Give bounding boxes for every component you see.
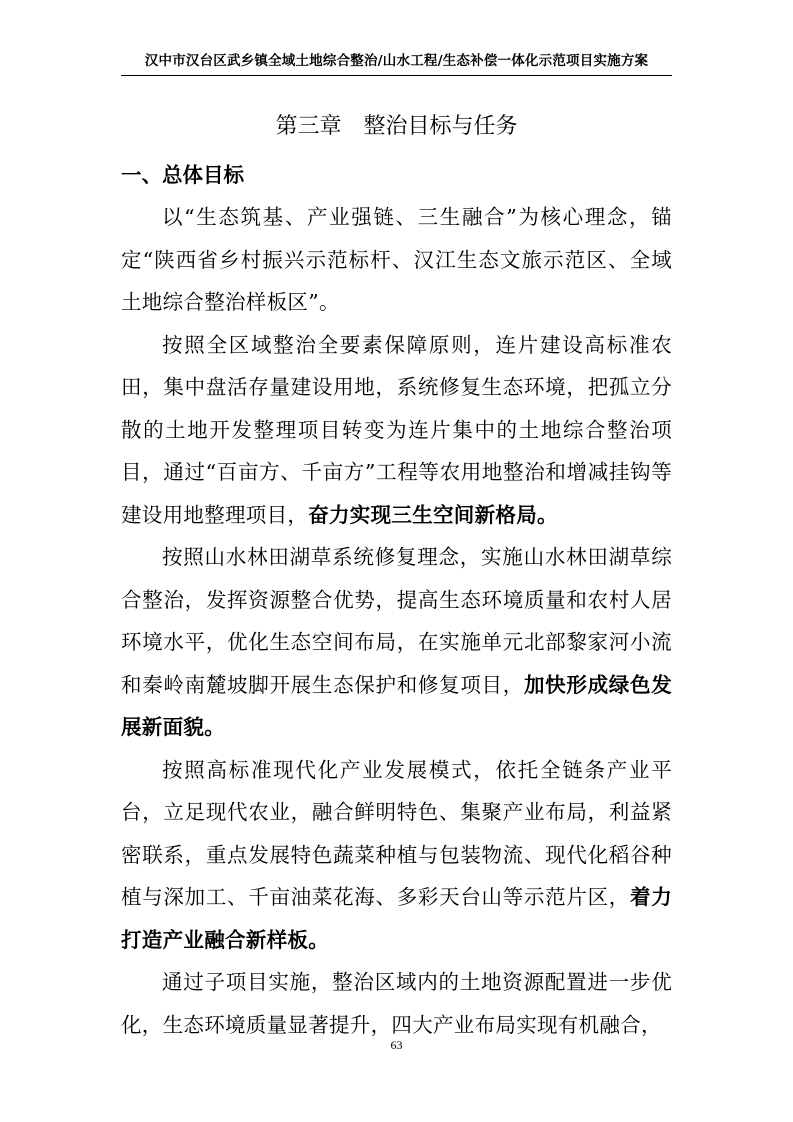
paragraph-5 xyxy=(121,961,672,1046)
paragraph-text: 以“生态筑基、产业强链、三生融合”为核心理念，锚定“陕西省乡村振兴示范标杆、汉江生态文旅示范区、全域土地综合整治样板区”。 xyxy=(121,205,672,314)
body-text xyxy=(121,196,672,1046)
paragraph-text: 通过子项目实施，整治区域内的土地资源配置进一步优化，生态环境质量显著提升，四大产业布局实现有机融合， xyxy=(121,970,672,1037)
paragraph-3 xyxy=(121,536,672,749)
running-header: 汉中市汉台区武乡镇全域土地综合整治/山水工程/生态补偿一体化示范项目实施方案 xyxy=(144,53,649,69)
paragraph-4 xyxy=(121,749,672,962)
paragraph-emphasis: 着力打造产业融合新样板。 xyxy=(121,885,672,952)
section-heading: 一、总体目标 xyxy=(121,163,244,187)
paragraph-1 xyxy=(121,196,672,324)
chapter-number: 第三章 xyxy=(275,114,342,139)
paragraph-text: 按照山水林田湖草系统修复理念，实施山水林田湖草综合整治，发挥资源整合优势，提高生态环境质量和农村人居环境水平，优化生态空间布局，在实施单元北部黎家河小流和秦岭南麓坡脚开展生态保护和修复项目， xyxy=(121,545,672,697)
chapter-name: 整治目标与任务 xyxy=(363,114,518,139)
paragraph-emphasis: 奋力实现三生空间新格局。 xyxy=(308,502,558,527)
chapter-title xyxy=(121,112,672,142)
page-number: 63 xyxy=(390,1038,403,1052)
paragraph-2 xyxy=(121,324,672,537)
paragraph-text: 按照全区域整治全要素保障原则，连片建设高标准农田，集中盘活存量建设用地，系统修复生态环境，把孤立分散的土地开发整理项目转变为连片集中的土地综合整治项目，通过“百亩方、千亩方”工程等农用地整治和增减挂钩等建设用地整理项目， xyxy=(121,332,672,527)
paragraph-emphasis: 加快形成绿色发展新面貌。 xyxy=(121,672,672,739)
paragraph-text: 按照高标准现代化产业发展模式，依托全链条产业平台，立足现代农业，融合鲜明特色、集聚产业布局，利益紧密联系，重点发展特色蔬菜种植与包装物流、现代化稻谷种植与深加工、千亩油菜花海、多彩天台山等示范片区， xyxy=(121,757,672,909)
header-rule xyxy=(121,75,672,76)
